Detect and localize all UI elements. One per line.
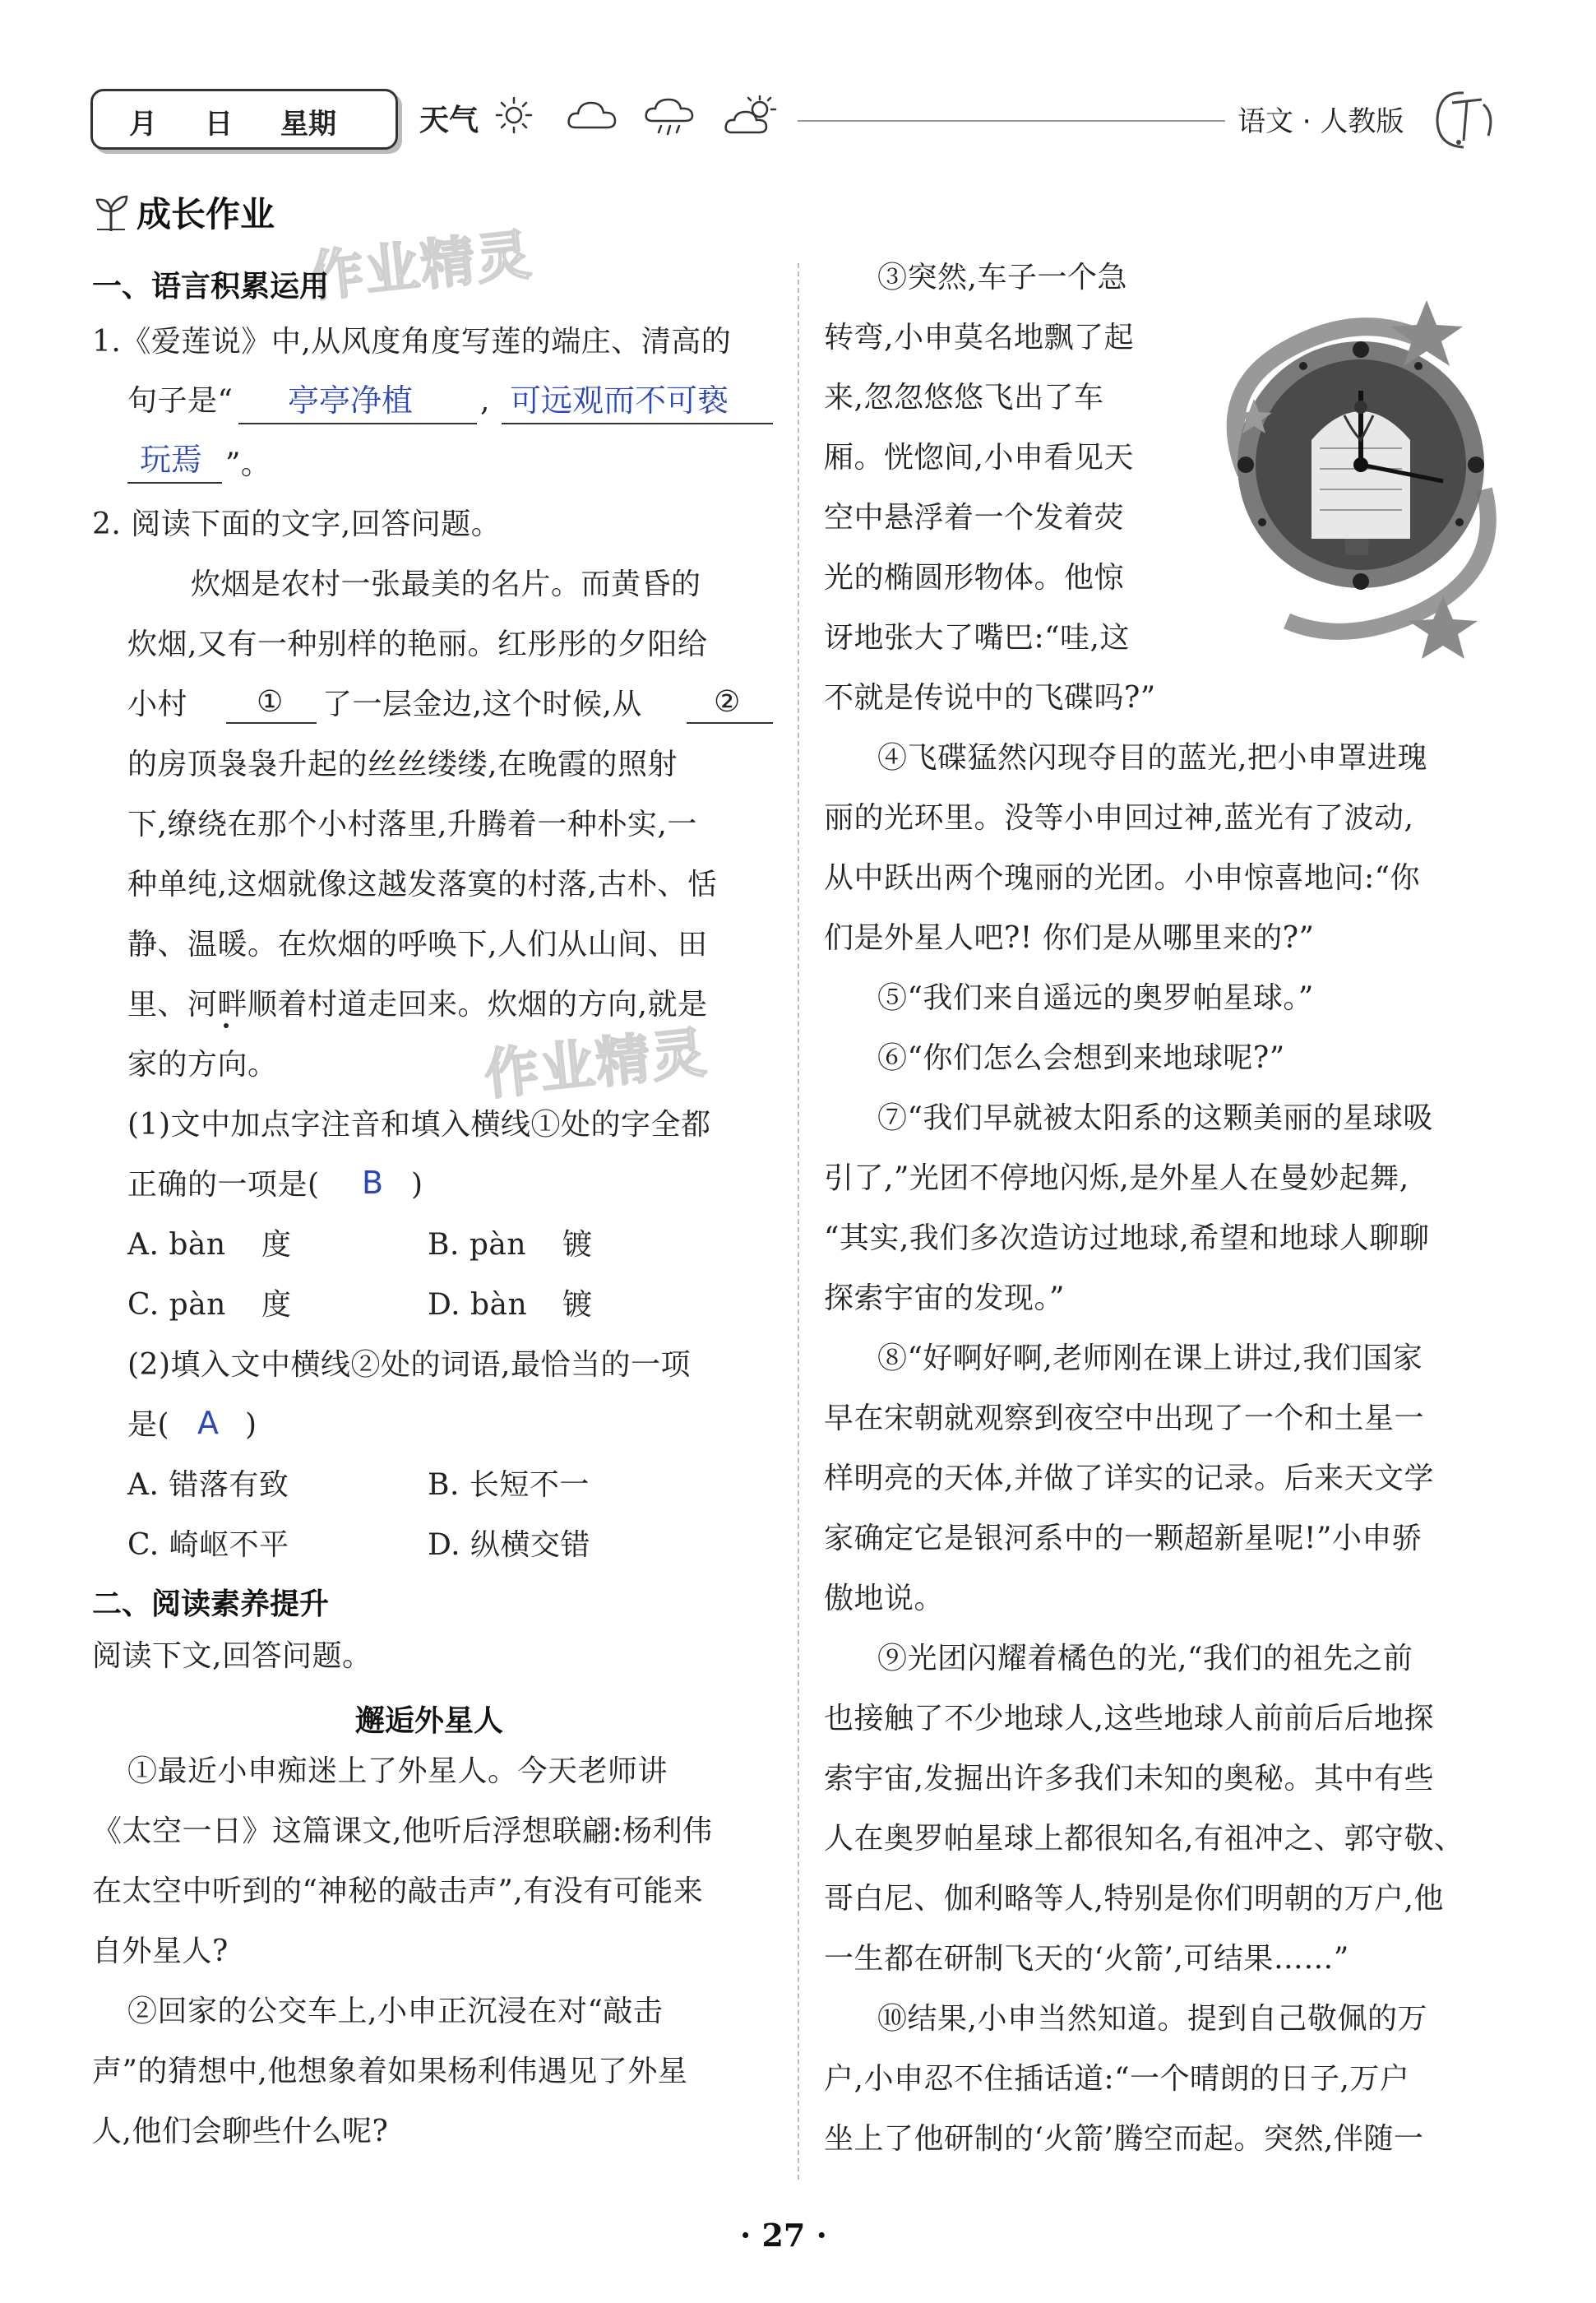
story-right-short-5: 空中悬浮着一个发着荧 — [824, 501, 1125, 535]
story-right-line-7: ⑦“我们早就被太阳系的这颗美丽的星球吸 — [877, 1101, 1433, 1135]
column-divider — [798, 263, 799, 2180]
sub1-line2-suffix: ) — [411, 1168, 423, 1202]
sub2-answer: A — [197, 1405, 219, 1441]
story-left-line-5: ②回家的公交车上,小申正沉浸在对“敲击 — [127, 1995, 664, 2028]
story-right-line-16: ⑨光团闪耀着橘色的光,“我们的祖先之前 — [877, 1642, 1413, 1675]
section2-title: 二、阅读素养提升 — [92, 1587, 330, 1621]
story-right-line-6: ⑥“你们怎么会想到来地球呢?” — [877, 1041, 1285, 1075]
passage-line-2: 炊烟,又有一种别样的艳丽。红彤彤的夕阳给 — [127, 628, 708, 661]
q1-blank2-line — [502, 423, 773, 424]
page-number: · 27 · — [740, 2217, 827, 2254]
story-left-line-3: 在太空中听到的“神秘的敲击声”,有没有可能来 — [92, 1874, 704, 1908]
story-right-line-21: 一生都在研制飞天的‘火箭’,可结果……” — [824, 1942, 1349, 1976]
story-right-line-2: 丽的光环里。没等小申回过神,蓝光有了波动, — [824, 801, 1414, 835]
story-right-short-1: ③突然,车子一个急 — [877, 261, 1127, 294]
q2-intro: 2. 阅读下面的文字,回答问题。 — [92, 507, 502, 541]
story-right-line-24: 坐上了他研制的‘火箭’腾空而起。突然,伴随一 — [824, 2122, 1424, 2156]
weather-label: 天气 — [419, 104, 479, 137]
passage-line-3-prefix: 小村 — [127, 688, 188, 721]
sub1-option-a-label: A. bàn — [127, 1228, 226, 1262]
month-label: 月 — [129, 108, 157, 141]
section2-intro: 阅读下文,回答问题。 — [92, 1639, 372, 1673]
clock-illustration — [1221, 292, 1501, 670]
sub1-option-c-label: C. pàn — [127, 1288, 226, 1322]
story-left-line-7: 人,他们会聊些什么呢? — [92, 2115, 389, 2148]
story-left-line-2: 《太空一日》这篇课文,他听后浮想联翩:杨利伟 — [92, 1814, 713, 1848]
q1-blank2b-line — [127, 482, 222, 484]
passage-line-1: 炊烟是农村一张最美的名片。而黄昏的 — [191, 568, 701, 601]
book-logo-icon — [1431, 86, 1501, 154]
growth-homework-title — [92, 188, 275, 237]
sub1-option-a-char: 度 — [261, 1228, 292, 1262]
story-right-line-11: ⑧“好啊好啊,老师刚在课上讲过,我们国家 — [877, 1341, 1423, 1375]
story-right-line-19: 人在奥罗帕星球上都很知名,有祖冲之、郭守敬、 — [824, 1822, 1464, 1856]
q1-answer1: 亭亭净植 — [288, 382, 414, 419]
q1-line2-prefix: 句子是“ — [127, 384, 234, 418]
story-right-line-23: 户,小申忍不住插话道:“一个晴朗的日子,万户 — [824, 2062, 1410, 2096]
sub2-option-b: B. 长短不一 — [428, 1468, 590, 1502]
emphasis-dot — [224, 1023, 229, 1028]
q1-line2-sep: , — [480, 384, 490, 418]
blank1-line — [226, 722, 317, 724]
sub1-line2-prefix: 正确的一项是( — [127, 1168, 320, 1202]
header-divider — [798, 120, 1225, 122]
story-right-line-1: ④飞碟猛然闪现夺目的蓝光,把小申罩进瑰 — [877, 741, 1427, 775]
watermark-middle: 作业精灵 — [481, 1020, 710, 1107]
partly-cloudy-icon — [724, 95, 781, 139]
story-right-short-3: 来,忽忽悠悠飞出了车 — [824, 381, 1104, 415]
growth-title-text: 成长作业 — [136, 194, 275, 234]
sub1-option-b-label: B. pàn — [428, 1228, 527, 1262]
passage-line-4: 的房顶袅袅升起的丝丝缕缕,在晚霞的照射 — [127, 748, 678, 781]
story-right-line-15: 傲地说。 — [824, 1582, 945, 1615]
passage-line-8: 里、河畔顺着村道走回来。炊烟的方向,就是 — [127, 988, 708, 1022]
story-left-line-6: 声”的猜想中,他想象着如果杨利伟遇见了外星 — [92, 2055, 688, 2088]
section1-title: 一、语言积累运用 — [92, 270, 330, 304]
watermark-top: 作业精灵 — [306, 222, 535, 309]
passage-line-3: 了一层金边,这个时候,从 — [322, 688, 642, 721]
blank1-marker: ① — [257, 685, 284, 719]
sub1-option-c-char: 度 — [261, 1288, 292, 1322]
day-label: 日 — [205, 108, 233, 141]
sub2-option-c: C. 崎岖不平 — [127, 1528, 289, 1562]
passage-line-7: 静、温暖。在炊烟的呼唤下,人们从山间、田 — [127, 928, 708, 962]
passage-line-9: 家的方向。 — [127, 1048, 278, 1082]
story-right-line-17: 也接触了不少地球人,这些地球人前前后后地探 — [824, 1702, 1434, 1735]
q1-line3-suffix: ”。 — [225, 447, 271, 481]
story-right-line-10: 探索宇宙的发现。” — [824, 1281, 1065, 1315]
story-right-short-6: 光的椭圆形物体。他惊 — [824, 561, 1125, 595]
story-right-short-4: 厢。恍惚间,小申看见天 — [824, 441, 1134, 475]
sun-icon — [493, 95, 534, 136]
story-right-line-8: 引了,”光团不停地闪烁,是外星人在曼妙起舞, — [824, 1161, 1409, 1195]
blank2-marker: ② — [714, 685, 741, 719]
q1-line1: 1.《爱莲说》中,从风度角度写莲的端庄、清高的 — [92, 325, 732, 359]
rain-icon — [643, 95, 696, 141]
subject-label: 语文 · 人教版 — [1237, 105, 1404, 138]
sub1-option-b-char: 镀 — [562, 1228, 593, 1262]
sub2-line2-suffix: ) — [245, 1408, 257, 1442]
story-right-line-12: 早在宋朝就观察到夜空中出现了一个和土星一 — [824, 1402, 1425, 1435]
story-title: 邂逅外星人 — [355, 1704, 504, 1738]
story-right-short-7: 讶地张大了嘴巴:“哇,这 — [824, 621, 1130, 655]
sub2-line1: (2)填入文中横线②处的词语,最恰当的一项 — [127, 1348, 691, 1382]
cloud-icon — [566, 95, 618, 136]
sub1-option-d-label: D. bàn — [428, 1288, 528, 1322]
sub1-line1: (1)文中加点字注音和填入横线①处的字全都 — [127, 1108, 711, 1142]
passage-line-5: 下,缭绕在那个小村落里,升腾着一种朴实,一 — [127, 808, 697, 841]
q1-answer2a: 可远观而不可亵 — [510, 382, 729, 419]
sub2-option-d: D. 纵横交错 — [428, 1528, 590, 1562]
story-left-line-1: ①最近小申痴迷上了外星人。今天老师讲 — [127, 1754, 668, 1788]
story-right-short-8: 不就是传说中的飞碟吗?” — [824, 681, 1156, 715]
passage-line-6: 种单纯,这烟就像这越发落寞的村落,古朴、恬 — [127, 868, 718, 901]
q1-blank1-line — [238, 423, 477, 424]
story-right-short-2: 转弯,小申莫名地飘了起 — [824, 321, 1134, 354]
story-right-line-18: 索宇宙,发掘出许多我们未知的奥秘。其中有些 — [824, 1762, 1434, 1796]
weekday-label: 星期 — [280, 108, 336, 141]
story-right-line-13: 样明亮的天体,并做了详实的记录。后来天文学 — [824, 1462, 1434, 1495]
story-right-line-14: 家确定它是银河系中的一颗超新星呢!”小申骄 — [824, 1522, 1423, 1555]
blank2-line — [687, 722, 773, 724]
q1-answer2b: 玩焉 — [140, 442, 203, 478]
sprout-icon — [92, 192, 130, 233]
story-right-line-22: ⑩结果,小申当然知道。提到自己敬佩的万 — [877, 2002, 1427, 2036]
date-box — [90, 89, 398, 150]
sub1-option-d-char: 镀 — [562, 1288, 593, 1322]
story-right-line-9: “其实,我们多次造访过地球,希望和地球人聊聊 — [824, 1221, 1430, 1255]
sub2-option-a: A. 错落有致 — [127, 1468, 289, 1502]
story-right-line-5: ⑤“我们来自遥远的奥罗帕星球。” — [877, 981, 1314, 1015]
story-left-line-4: 自外星人? — [92, 1935, 229, 1968]
story-right-line-4: 们是外星人吧?! 你们是从哪里来的?” — [824, 921, 1315, 955]
sub2-line2-prefix: 是( — [127, 1408, 170, 1442]
story-right-line-3: 从中跃出两个瑰丽的光团。小申惊喜地问:“你 — [824, 861, 1421, 895]
story-right-line-20: 哥白尼、伽利略等人,特别是你们明朝的万户,他 — [824, 1882, 1444, 1916]
sub1-answer: B — [362, 1165, 384, 1201]
